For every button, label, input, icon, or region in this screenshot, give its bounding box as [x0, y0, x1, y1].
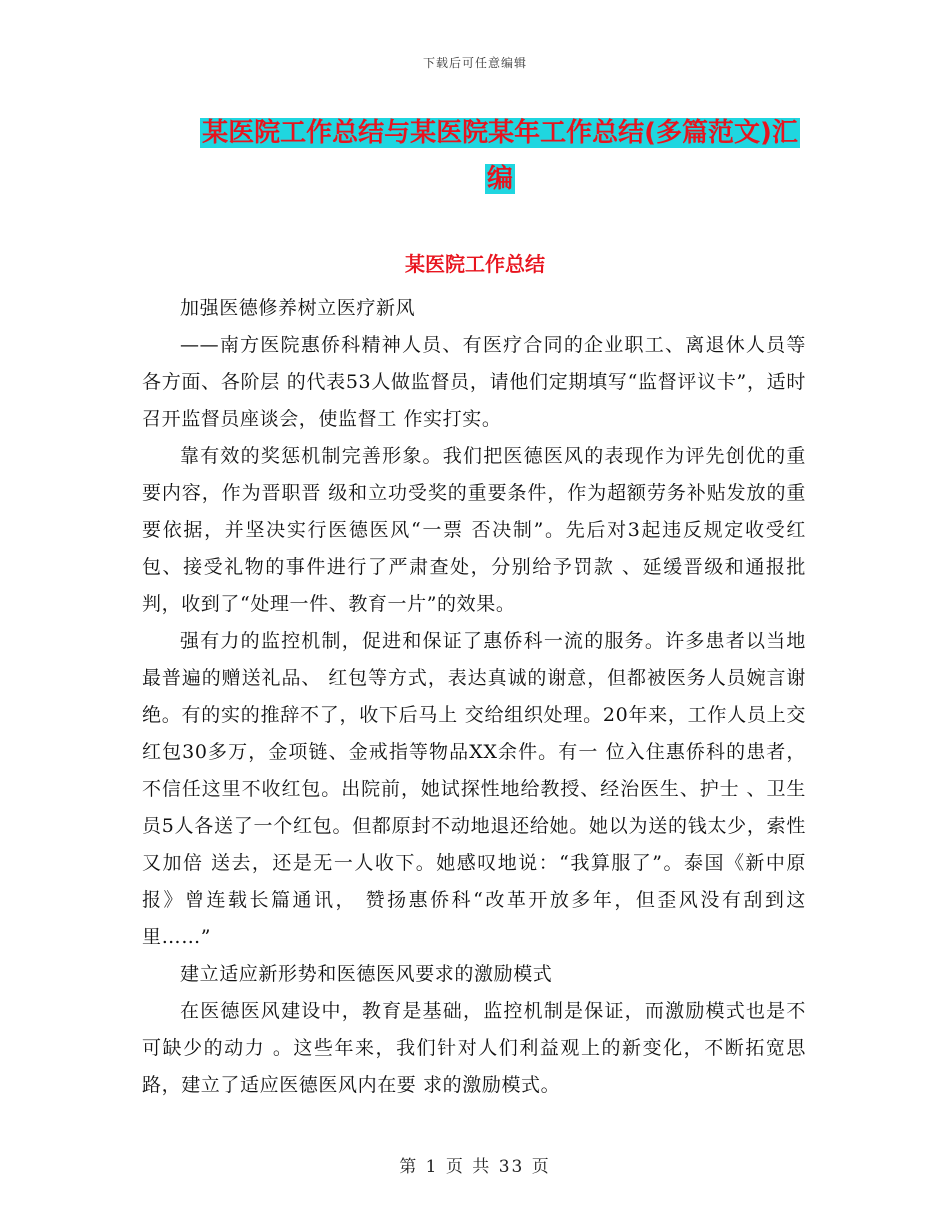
header-note: 下载后可任意编辑	[422, 56, 527, 70]
body-content	[142, 290, 806, 1104]
paragraph: 建立适应新形势和医德医风要求的激励模式	[180, 963, 553, 985]
paragraph: 在医德医风建设中，教育是基础，监控机制是保证，而激励模式也是不可缺少的动力 。这些年来，我们针对人们利益观上的新变化，不断拓宽思路，建立了适应医德医风内在要 求的激励模式。	[142, 1000, 806, 1096]
document-title	[140, 110, 860, 202]
page-number-footer: 第 1 页 共 33 页	[399, 1157, 551, 1177]
document-title-line1: 某医院工作总结与某医院某年工作总结(多篇范文)汇	[202, 118, 798, 148]
paragraph: ——南方医院惠侨科精神人员、有医疗合同的企业职工、离退休人员等各方面、各阶层 的代表53人做监督员，请他们定期填写“监督评议卡”，适时召开监督员座谈会，使监督工 作实打实。	[142, 334, 806, 430]
paragraph: 强有力的监控机制，促进和保证了惠侨科一流的服务。许多患者以当地最普遍的赠送礼品、 红包等方式，表达真诚的谢意，但都被医务人员婉言谢绝。有的实的推辞不了，收下后马上 交给组织处理。20年来，工作人员上交红包30多万，金项链、金戒指等物品XX余件。有一 位入住惠侨科的患者，不信任这里不收红包。出院前，她试探性地给教授、经治医生、护士 、卫生员5人各送了一个红包。但都原封不动地退还给她。她以为送的钱太少，索性又加倍 送去，还是无一人收下。她感叹地说：“我算服了”。泰国《新中原报》曾连载长篇通讯， 赞扬惠侨科“改革开放多年，但歪风没有刮到这里……”	[142, 630, 806, 948]
paragraph: 加强医德修养树立医疗新风	[180, 297, 416, 319]
document-title-line2: 编	[486, 164, 513, 194]
section-title: 某医院工作总结	[405, 252, 545, 276]
paragraph: 靠有效的奖惩机制完善形象。我们把医德医风的表现作为评先创优的重要内容，作为晋职晋 级和立功受奖的重要条件，作为超额劳务补贴发放的重要依据，并坚决实行医德医风“一票 否决制”。先后对3起违反规定收受红包、接受礼物的事件进行了严肃查处，分别给予罚款 、延缓晋级和通报批判，收到了“处理一件、教育一片”的效果。	[142, 445, 806, 615]
